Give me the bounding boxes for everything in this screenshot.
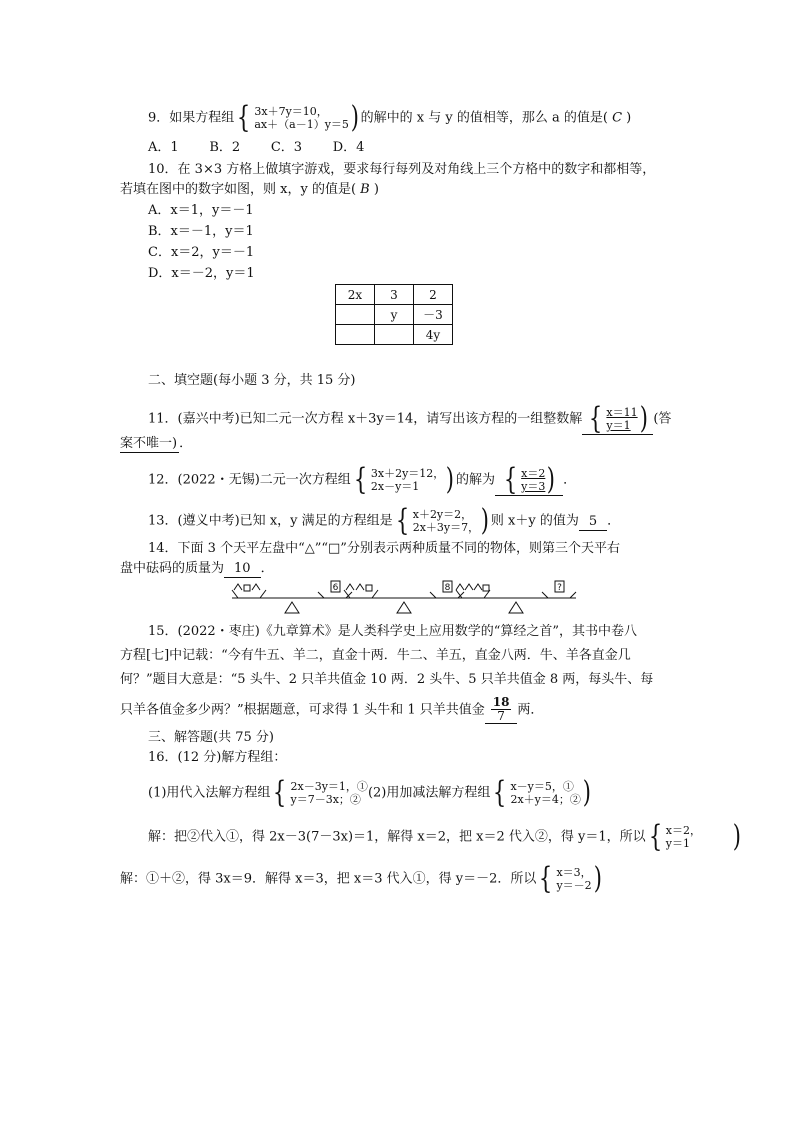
q10-option-c: C．x＝2，y＝－1 xyxy=(148,245,255,260)
q14-line1: 14．下面 3 个天平左盘中“△”“□”分别表示两种质量不同的物体，则第三个天平右 xyxy=(148,541,620,556)
q15-line1: 15．(2022・枣庄)《九章算术》是人类科学史上应用数学的“算经之首”，其书中卷八 xyxy=(148,624,638,639)
grid-cell: 2 xyxy=(414,285,453,305)
q9-option-b: B．2 xyxy=(209,140,241,155)
q16-system-2: { x－y＝5，① 2x＋y＝4；② ) xyxy=(493,775,591,810)
q11-answer: { x＝11 y＝1 ) xyxy=(589,401,648,436)
balance-scale-1 xyxy=(232,581,352,613)
grid-cell xyxy=(336,325,375,345)
q9-answer: C xyxy=(612,110,623,126)
q10-answer: B xyxy=(360,182,370,197)
q15-line2: 方程[七]中记载：“今有牛五、羊二，直金十两．牛二、羊五，直金八两．牛、羊各直金几 xyxy=(120,648,631,663)
section-solve-heading: 三、解答题(共 75 分) xyxy=(148,730,274,745)
q16-solution-1: 解：把②代入①，得 2x－3(7－3x)＝1，解得 x＝2，把 x＝2 代入②，得 y＝1，所以 { x＝2， y＝1 ) xyxy=(148,819,741,854)
q16-solution-1-result: { x＝2， y＝1 ) xyxy=(648,819,741,854)
grid-cell: －3 xyxy=(414,305,453,325)
scale-weight-1: 6 xyxy=(332,583,339,593)
q9-option-d: D．4 xyxy=(332,140,365,155)
q15-line3: 何？”题目大意是：“5 头牛、2 只羊共值金 10 两．2 头牛、5 只羊共值金 8 两，每头牛、每 xyxy=(120,672,654,687)
q9-options xyxy=(148,140,364,156)
grid-cell xyxy=(336,305,375,325)
q12-answer: { x＝2 y＝3 ) xyxy=(503,462,556,497)
q10-line1: 10．在 3×3 方格上做填字游戏，要求每行每列及对角线上三个方格中的数字和都相等， xyxy=(148,162,656,177)
q11-stem: 11．(嘉兴中考)已知二元一次方程 x＋3y＝14，请写出该方程的一组整数解 { x＝11 y＝1 ) (答 xyxy=(148,401,672,436)
q10-option-b: B．x＝－1，y＝1 xyxy=(148,224,254,239)
q15-line4: 只羊各值金多少两？”根据题意，可求得 1 头牛和 1 只羊共值金 $\frac{18}{7}$ 两． xyxy=(120,695,544,723)
q16-system-1: { 2x－3y＝1，① y＝7－3x；② xyxy=(273,775,368,810)
magic-square-grid xyxy=(335,284,453,345)
q13-stem: 13．(遵义中考)已知 x，y 满足的方程组是 { x＋2y＝2， 2x＋3y＝7， ) 则 x＋y 的值为 5 ． xyxy=(148,503,621,538)
q10-option-d: D．x＝－2，y＝1 xyxy=(148,266,255,281)
q15-answer-fraction: $\frac{18}{7}$ xyxy=(492,695,510,723)
q9-option-a: A．1 xyxy=(148,140,179,155)
scale-weight-2: 8 xyxy=(444,583,451,593)
scale-weight-3: ? xyxy=(557,583,562,593)
q10-line2: 若填在图中的数字如图，则 x，y 的值是( B ) xyxy=(120,182,379,197)
balance-scales-figure xyxy=(230,576,580,616)
q13-answer: 5 xyxy=(579,514,607,531)
q16-solution-2-result: { x＝3， y＝－2 ) xyxy=(539,861,602,896)
q14-answer: 10 xyxy=(224,561,261,578)
q13-system: { x＋2y＝2， 2x＋3y＝7， ) xyxy=(395,503,490,538)
balance-scale-3 xyxy=(456,581,576,613)
q12-stem: 12．(2022・无锡)二元一次方程组 { 3x＋2y＝12， 2x－y＝1 ) 的解为 { x＝2 y＝3 ) ． xyxy=(148,462,577,497)
grid-cell: 4y xyxy=(414,325,453,345)
q16-title: 16．(12 分)解方程组： xyxy=(148,750,287,765)
q11-note: 案不唯一) ． xyxy=(120,436,193,451)
q16-solution-2: 解：①＋②，得 3x＝9．解得 x＝3，把 x＝3 代入①，得 y＝－2．所以 { x＝3， y＝－2 ) xyxy=(120,861,602,896)
grid-cell: 3 xyxy=(375,285,414,305)
q9-option-c: C．3 xyxy=(270,140,303,155)
q9-stem: 9．如果方程组 { 3x＋7y＝10， ax＋（a－1）y＝5 ) 的解中的 x 与 y 的值相等，那么 a 的值是( C ) xyxy=(148,100,632,135)
q12-system: { 3x＋2y＝12， 2x－y＝1 ) xyxy=(353,462,455,497)
grid-cell: y xyxy=(375,305,414,325)
section-fill-in-heading: 二、填空题(每小题 3 分，共 15 分) xyxy=(148,373,356,388)
grid-cell xyxy=(375,325,414,345)
q16-parts: (1)用代入法解方程组 { 2x－3y＝1，① y＝7－3x；② (2)用加减法解方程组 { x－y＝5，① 2x＋y＝4；② ) xyxy=(148,775,591,810)
balance-scale-2 xyxy=(344,581,464,613)
q10-option-a: A．x＝1，y＝－1 xyxy=(148,203,254,218)
grid-cell: 2x xyxy=(336,285,375,305)
q9-system: { 3x＋7y＝10， ax＋（a－1）y＝5 ) xyxy=(237,100,359,135)
q14-line2: 盘中砝码的质量为 10 ． xyxy=(120,561,274,576)
